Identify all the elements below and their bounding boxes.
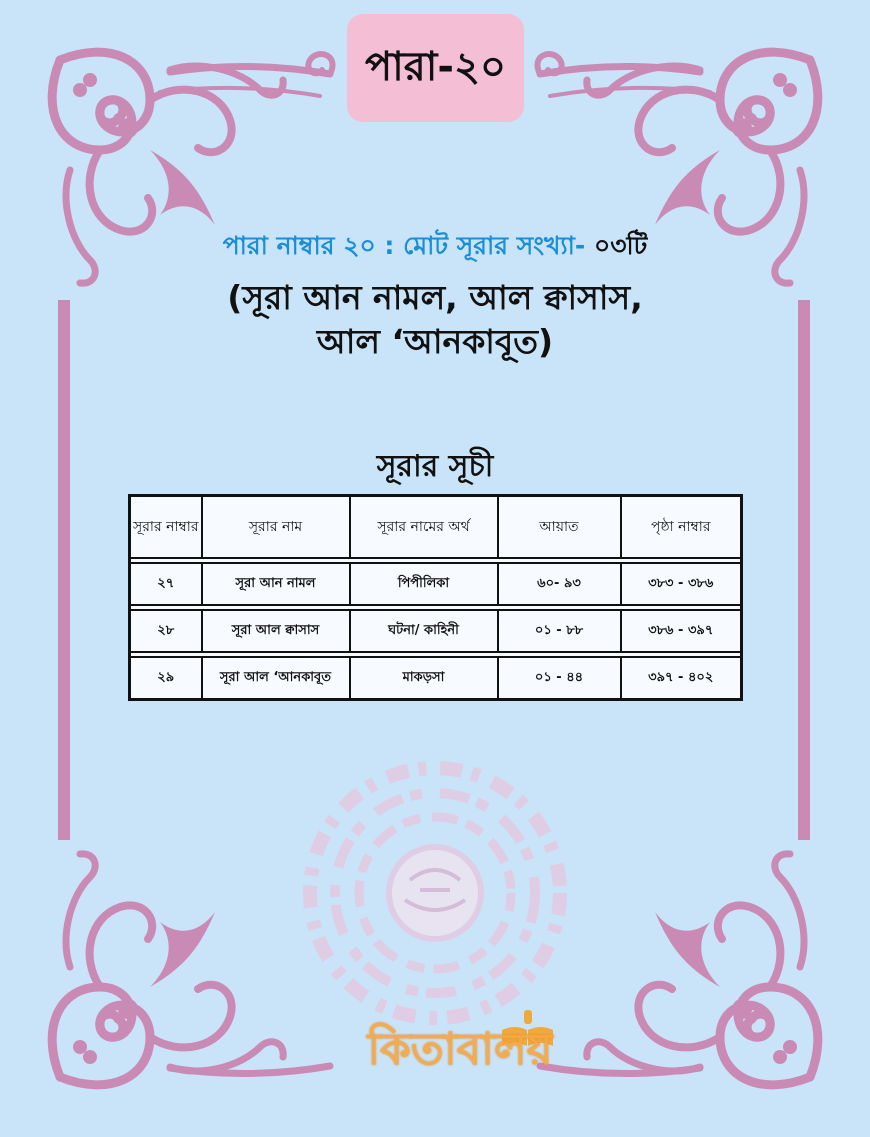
- header-surah-name: সূরার নাম: [202, 496, 350, 559]
- table-row: [130, 563, 742, 605]
- surah-count-label: মোট সূরার সংখ্যা-: [403, 231, 586, 260]
- cell-ayat: ০১ - ৪৪: [498, 657, 621, 700]
- cell-surah-name: সূরা আল ক্বাসাস: [202, 610, 350, 652]
- cell-ayat: ০১ - ৮৮: [498, 610, 621, 652]
- para-summary-line: [0, 226, 870, 269]
- cell-page-number: ৩৮৩ - ৩৮৬: [621, 563, 742, 605]
- cell-surah-number: ২৯: [130, 657, 202, 700]
- surah-table: [128, 494, 743, 701]
- watermark-logo: কিতাবালয়: [367, 1024, 553, 1075]
- para-badge: পারা-২০: [347, 14, 524, 122]
- surah-names-line2: আল ‘আনকাবূত): [316, 322, 554, 361]
- surah-list-title: সূরার সূচী: [376, 449, 494, 484]
- cell-surah-meaning: মাকড়সা: [350, 657, 498, 700]
- cell-page-number: ৩৯৭ - ৪০২: [621, 657, 742, 700]
- surah-names-line1: (সূরা আন নামল, আল ক্বাসাস,: [227, 278, 643, 317]
- cell-surah-number: ২৭: [130, 563, 202, 605]
- surah-count-value: ০৩টি: [594, 231, 648, 260]
- cell-surah-meaning: পিপীলিকা: [350, 563, 498, 605]
- cell-ayat: ৬০- ৯৩: [498, 563, 621, 605]
- cell-surah-name: সূরা আল ‘আনকাবূত: [202, 657, 350, 700]
- arabic-calligraphy-seal: [310, 768, 560, 1018]
- header-surah-number: সূরার নাম্বার: [130, 496, 202, 559]
- header-page-number: পৃষ্ঠা নাম্বার: [621, 496, 742, 559]
- table-row: [130, 657, 742, 700]
- header-ayat: আয়াত: [498, 496, 621, 559]
- cell-surah-meaning: ঘটনা/ কাহিনী: [350, 610, 498, 652]
- para-number-label: পারা নাম্বার ২০ :: [222, 231, 395, 260]
- cell-surah-name: সূরা আন নামল: [202, 563, 350, 605]
- cell-page-number: ৩৮৬ - ৩৯৭: [621, 610, 742, 652]
- table-row: [130, 610, 742, 652]
- cell-surah-number: ২৮: [130, 610, 202, 652]
- header-surah-meaning: সূরার নামের অর্থ: [350, 496, 498, 559]
- table-header-row: [130, 496, 742, 559]
